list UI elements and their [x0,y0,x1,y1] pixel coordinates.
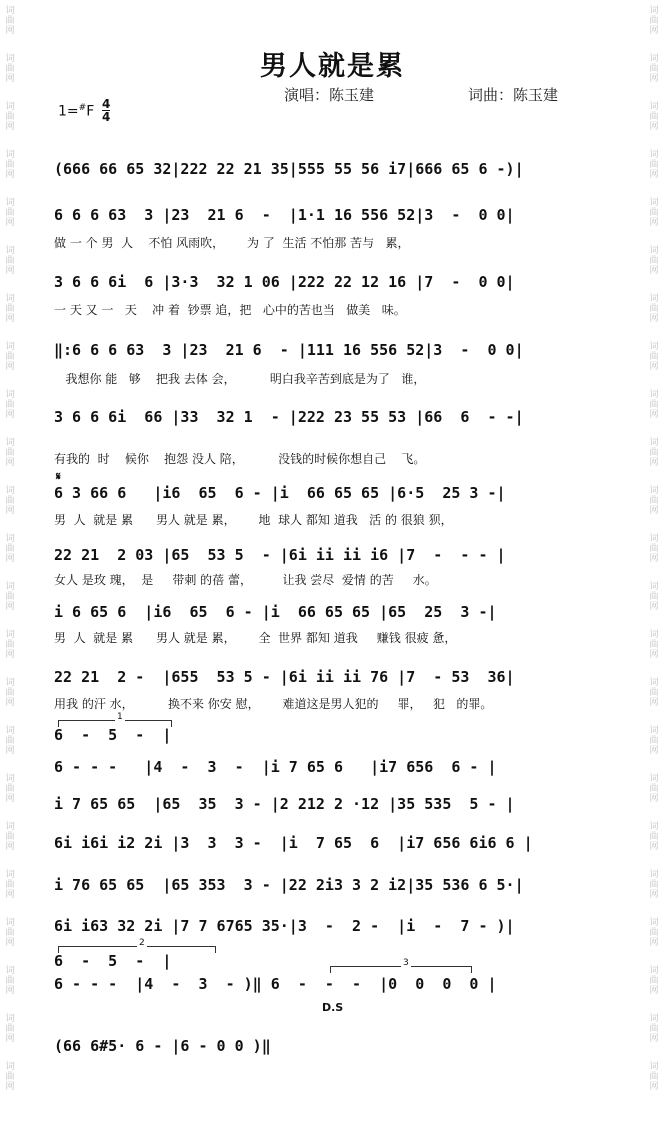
watermark-glyph: 词 [649,918,659,928]
watermark-glyph: 词 [5,102,15,112]
watermark-glyph: 曲 [5,976,15,986]
watermark-glyph: 词 [5,582,15,592]
watermark-glyph: 网 [5,938,15,948]
watermark-glyph: 曲 [649,640,659,650]
watermark-glyph: 词 [5,966,15,976]
notation-row-outro: (66 6#5· 6 - |6 - 0 0 )‖ [54,1037,271,1055]
notation-row-6: 22 21 2 03 |65 53 5 - |6i ii ii i6 |7 - - - | [54,546,506,564]
notation-row-10: i 7 65 65 |65 35 3 - |2 212 2 ·12 |35 535 5 - | [54,795,515,813]
watermark-glyph: 词 [649,54,659,64]
watermark-glyph: 词 [649,630,659,640]
volta-number-1: 1 [117,712,123,722]
watermark-glyph: 曲 [5,256,15,266]
watermark-glyph: 网 [649,170,659,180]
lyric-row-7: 男 人 就是 累 男人 就是 累， 全 世界 都知 道我 赚钱 很疲 惫， [54,631,457,645]
watermark-glyph: 曲 [649,592,659,602]
key-sharp: # [78,103,87,113]
lyric-row-5: 男 人 就是 累 男人 就是 累， 地 球人 都知 道我 活 的 很狼 狈， [54,513,453,527]
notation-row-2: 3 6 6 6i 6 |3·3 32 1 06 |222 22 12 16 |7 - 0 0| [54,273,515,291]
watermark-glyph: 词 [649,774,659,784]
watermark-glyph: 曲 [5,1024,15,1034]
watermark-glyph: 曲 [649,16,659,26]
watermark-glyph: 网 [649,794,659,804]
watermark-glyph: 网 [649,650,659,660]
watermark-glyph: 网 [649,986,659,996]
watermark-glyph: 曲 [649,736,659,746]
notation-row-ending1-alt: 6 - 5 - | [54,726,172,744]
lyric-row-6: 女人 是玫 瑰， 是 带刺 的蓓 蕾， 让我 尝尽 爱情 的苦 水。 [54,573,437,587]
watermark-glyph: 网 [5,794,15,804]
watermark-glyph: 词 [5,1014,15,1024]
singer-credit: 演唱：陈玉建 [284,86,375,104]
watermark-glyph: 网 [5,74,15,84]
notation-row-intro: (666 66 65 32|222 22 21 35|555 55 56 i7|666 65 6 -)| [54,160,524,178]
notation-row-14: 6 - - - |4 - 3 - )‖ 6 - - - |0 0 0 0 | [54,975,497,993]
watermark-glyph: 词 [5,534,15,544]
watermark-glyph: 网 [5,842,15,852]
meter-top: 4 [102,97,111,111]
watermark-glyph: 词 [5,294,15,304]
watermark-glyph: 词 [5,822,15,832]
watermark-left [2,0,18,1125]
watermark-glyph: 词 [5,6,15,16]
watermark-glyph: 词 [649,582,659,592]
watermark-glyph: 词 [5,1062,15,1072]
watermark-glyph: 网 [5,698,15,708]
notation-row-ending2-alt: 6 - 5 - | [54,952,172,970]
watermark-glyph: 网 [649,938,659,948]
key-prefix: 1= [58,103,79,120]
watermark-glyph: 曲 [649,1072,659,1082]
lyric-row-4: 有我的 时 候你 抱怨 没人 陪， 没钱的时候你想自己 飞。 [54,452,426,466]
watermark-glyph: 曲 [5,640,15,650]
watermark-glyph: 曲 [5,448,15,458]
meter-bottom: 4 [102,110,111,124]
notation-row-13: 6i i63 32 2i |7 7 6765 35·|3 - 2 - |i - 7 - )| [54,917,515,935]
watermark-glyph: 曲 [5,928,15,938]
watermark-glyph: 词 [649,102,659,112]
watermark-glyph: 曲 [5,352,15,362]
watermark-glyph: 曲 [5,832,15,842]
watermark-glyph: 曲 [5,208,15,218]
watermark-glyph: 曲 [649,1024,659,1034]
volta-number-2: 2 [139,938,145,948]
watermark-glyph: 网 [5,506,15,516]
watermark-glyph: 网 [649,890,659,900]
watermark-glyph: 词 [5,486,15,496]
watermark-glyph: 网 [649,26,659,36]
watermark-glyph: 网 [5,170,15,180]
watermark-glyph: 曲 [5,1072,15,1082]
watermark-glyph: 网 [5,890,15,900]
watermark-glyph: 词 [649,822,659,832]
watermark-glyph: 词 [5,150,15,160]
watermark-glyph: 词 [649,246,659,256]
watermark-glyph: 网 [649,698,659,708]
notation-row-3: ‖:6 6 6 63 3 |23 21 6 - |111 16 556 52|3 - 0 0| [54,341,524,359]
triplet-bracket [330,958,472,973]
watermark-glyph: 曲 [5,688,15,698]
watermark-glyph: 词 [5,918,15,928]
watermark-glyph: 词 [5,246,15,256]
key-note: F [86,103,95,120]
song-title: 男人就是累 [260,51,405,82]
watermark-glyph: 网 [5,986,15,996]
watermark-glyph: 曲 [649,160,659,170]
watermark-glyph: 网 [5,410,15,420]
watermark-glyph: 曲 [649,256,659,266]
watermark-glyph: 词 [649,198,659,208]
watermark-glyph: 网 [5,602,15,612]
lyric-row-3: 我想你 能 够 把我 去体 会， 明白我辛苦到底是为了 谁， [54,372,426,386]
dal-segno-mark: D.S [322,1001,344,1014]
songwriter-credit: 词曲：陈玉建 [468,86,559,104]
watermark-glyph: 网 [649,266,659,276]
triplet-number: 3 [403,958,409,968]
watermark-glyph: 曲 [649,832,659,842]
notation-row-12: i 76 65 65 |65 353 3 - |22 2i3 3 2 i2|35 536 6 5·| [54,876,524,894]
watermark-glyph: 曲 [5,112,15,122]
watermark-glyph: 词 [5,870,15,880]
watermark-glyph: 词 [5,390,15,400]
watermark-glyph: 网 [649,362,659,372]
watermark-glyph: 曲 [649,784,659,794]
watermark-glyph: 曲 [649,928,659,938]
watermark-glyph: 网 [649,218,659,228]
lyric-row-2: 一 天 又 一 天 冲 着 钞票 追，把 心中的苦也当 做美 味。 [54,303,406,317]
watermark-glyph: 曲 [5,304,15,314]
watermark-glyph: 网 [649,1034,659,1044]
watermark-glyph: 曲 [5,160,15,170]
watermark-glyph: 网 [649,602,659,612]
watermark-glyph: 网 [649,410,659,420]
watermark-glyph: 曲 [649,880,659,890]
blank-patch-right [470,102,620,130]
watermark-glyph: 曲 [649,208,659,218]
watermark-glyph: 词 [649,1014,659,1024]
watermark-glyph: 曲 [649,976,659,986]
watermark-glyph: 网 [649,74,659,84]
watermark-glyph: 曲 [649,688,659,698]
watermark-glyph: 词 [649,390,659,400]
watermark-glyph: 词 [5,54,15,64]
lyric-row-1: 做 一 个 男 人 不怕 风雨吹， 为 了 生活 不怕那 苦与 累， [54,236,410,250]
time-signature [102,98,110,123]
watermark-glyph: 曲 [5,496,15,506]
watermark-glyph: 网 [5,314,15,324]
watermark-glyph: 网 [649,458,659,468]
watermark-glyph: 网 [649,554,659,564]
watermark-glyph: 网 [5,1082,15,1092]
watermark-glyph: 词 [5,678,15,688]
watermark-glyph: 网 [5,458,15,468]
watermark-glyph: 词 [649,534,659,544]
watermark-glyph: 词 [649,678,659,688]
watermark-glyph: 曲 [649,544,659,554]
watermark-glyph: 曲 [5,544,15,554]
watermark-glyph: 词 [5,342,15,352]
watermark-glyph: 网 [5,554,15,564]
watermark-glyph: 网 [649,122,659,132]
watermark-glyph: 网 [649,506,659,516]
watermark-glyph: 词 [649,150,659,160]
notation-row-7: i 6 65 6 |i6 65 6 - |i 66 65 65 |65 25 3 -| [54,603,497,621]
watermark-glyph: 词 [649,870,659,880]
watermark-glyph: 网 [5,650,15,660]
watermark-glyph: 曲 [5,16,15,26]
watermark-glyph: 网 [5,746,15,756]
watermark-glyph: 词 [649,342,659,352]
notation-row-1: 6 6 6 63 3 |23 21 6 - |1·1 16 556 52|3 - 0 0| [54,206,515,224]
notation-row-8: 22 21 2 - |655 53 5 - |6i ii ii 76 |7 - 53 36| [54,668,515,686]
notation-row-5: 6 3 66 6 |i6 65 6 - |i 66 65 65 |6·5 25 3 -| [54,484,506,502]
watermark-glyph: 曲 [5,784,15,794]
watermark-glyph: 网 [5,1034,15,1044]
watermark-glyph: 网 [5,362,15,372]
watermark-glyph: 曲 [5,880,15,890]
watermark-glyph: 网 [649,842,659,852]
watermark-glyph: 词 [649,726,659,736]
notation-row-9: 6 - - - |4 - 3 - |i 7 65 6 |i7 656 6 - | [54,758,497,776]
watermark-glyph: 词 [649,486,659,496]
watermark-glyph: 词 [5,198,15,208]
watermark-glyph: 网 [5,122,15,132]
watermark-glyph: 曲 [649,448,659,458]
notation-row-11: 6i i6i i2 2i |3 3 3 - |i 7 65 6 |i7 656 6i6 6 | [54,834,533,852]
watermark-glyph: 曲 [649,64,659,74]
watermark-glyph: 词 [649,294,659,304]
watermark-glyph: 曲 [649,352,659,362]
watermark-glyph: 曲 [5,400,15,410]
watermark-glyph: 网 [5,26,15,36]
watermark-glyph: 网 [5,218,15,228]
watermark-glyph: 词 [649,966,659,976]
watermark-glyph: 网 [5,266,15,276]
watermark-glyph: 词 [649,1062,659,1072]
watermark-glyph: 曲 [649,496,659,506]
watermark-glyph: 词 [5,438,15,448]
watermark-glyph: 曲 [5,592,15,602]
notation-row-4: 3 6 6 6i 66 |33 32 1 - |222 23 55 53 |66 6 - -| [54,408,524,426]
watermark-glyph: 网 [649,1082,659,1092]
watermark-glyph: 曲 [5,64,15,74]
watermark-glyph: 曲 [649,112,659,122]
lyric-row-8: 用我 的汗 水， 换不来 你安 慰， 难道这是男人犯的 罪， 犯 的罪。 [54,697,493,711]
watermark-glyph: 词 [5,774,15,784]
segno-sign: 𝄋 [56,470,61,483]
key-signature [58,103,94,120]
watermark-glyph: 曲 [5,736,15,746]
watermark-glyph: 曲 [649,304,659,314]
watermark-right [646,0,662,1125]
watermark-glyph: 词 [5,630,15,640]
watermark-glyph: 网 [649,746,659,756]
watermark-glyph: 词 [649,6,659,16]
watermark-glyph: 词 [5,726,15,736]
watermark-glyph: 网 [649,314,659,324]
watermark-glyph: 词 [649,438,659,448]
watermark-glyph: 曲 [649,400,659,410]
